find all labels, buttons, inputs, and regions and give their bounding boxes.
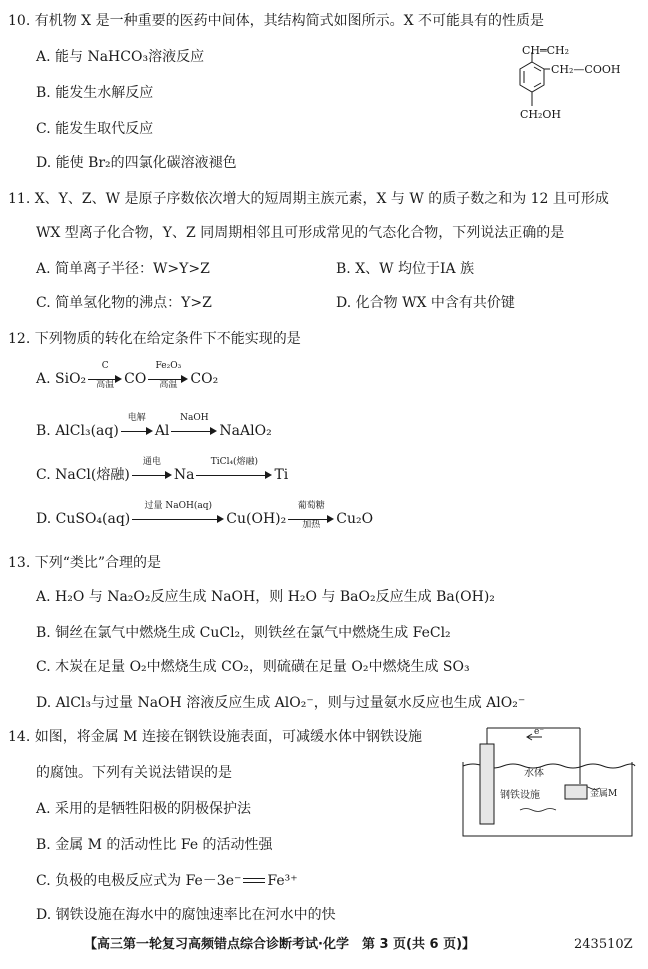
electron-label: e⁻ — [534, 727, 545, 737]
q13-option-a: A. H₂O 与 Na₂O₂反应生成 NaOH，则 H₂O 与 BaO₂反应生成 Ba(OH)₂ — [36, 589, 495, 605]
q10-structure-diagram — [490, 40, 640, 140]
water-label: 水体 — [524, 768, 544, 779]
steel-facility-label: 钢铁设施 — [500, 790, 540, 801]
equals-sign-icon — [243, 877, 265, 885]
q11-option-d: D. 化合物 WX 中含有共价键 — [336, 295, 515, 311]
q11-option-a: A. 简单离子半径：W>Y>Z — [36, 261, 210, 277]
q12-b-arrow1-above: 电解 — [127, 413, 146, 423]
q13-option-b: B. 铜丝在氯气中燃烧生成 CuCl₂，则铁丝在氯气中燃烧生成 FeCl₂ — [36, 625, 451, 641]
q12-b-mid: Al — [154, 423, 170, 439]
q12-b-arrow2 — [171, 413, 217, 438]
q12-d-arrow1 — [132, 501, 224, 526]
q10-stem: 10. 有机物 X 是一种重要的医药中间体，其结构简式如图所示。X 不可能具有的性质是 — [8, 13, 544, 29]
metal-m-label: 金属M — [590, 789, 618, 799]
q12-c-arrow1 — [132, 457, 172, 482]
q12-d-arrow2 — [288, 501, 334, 530]
q11-stem-line1: 11. X、Y、Z、W 是原子序数依次增大的短周期主族元素，X 与 W 的质子数之和为 12 且可形成 — [8, 191, 609, 207]
q14-option-c-prefix: C. 负极的电极反应式为 Fe－3e⁻ — [36, 873, 242, 889]
q12-d-arrow2-below: 加热 — [302, 520, 321, 530]
q10-option-d: D. 能使 Br₂的四氯化碳溶液褪色 — [36, 155, 237, 171]
q12-a-start: A. SiO₂ — [36, 371, 87, 387]
q10-option-a: A. 能与 NaHCO₃溶液反应 — [36, 49, 205, 65]
q12-d-arrow2-above: 葡萄糖 — [297, 501, 325, 511]
q10-option-c: C. 能发生取代反应 — [36, 121, 154, 137]
q11-option-c: C. 简单氢化物的沸点：Y>Z — [36, 295, 212, 311]
vinyl-group: CH═CH₂ — [522, 44, 570, 57]
q12-option-b — [36, 413, 272, 439]
q12-a-arrow1-below: 高温 — [96, 380, 115, 390]
q10-option-b: B. 能发生水解反应 — [36, 85, 154, 101]
q12-a-arrow2-below: 高温 — [159, 380, 178, 390]
q12-d-end: Cu₂O — [336, 511, 374, 527]
q12-d-start: D. CuSO₄(aq) — [36, 511, 131, 527]
q12-b-end: NaAlO₂ — [219, 423, 272, 439]
q12-c-end: Ti — [274, 467, 289, 483]
q14-stem-line2: 的腐蚀。下列有关说法错误的是 — [36, 765, 232, 781]
q13-option-d: D. AlCl₃与过量 NaOH 溶液反应生成 AlO₂⁻，则与过量氨水反应也生成 AlO₂⁻ — [36, 695, 526, 711]
q12-c-arrow2-above: TiCl₄(熔融) — [210, 457, 259, 467]
steel-facility-rod — [480, 744, 494, 824]
q11-stem-line2: WX 型离子化合物，Y、Z 同周期相邻且可形成常见的气态化合物，下列说法正确的是 — [36, 225, 565, 241]
q12-option-a — [36, 361, 219, 390]
q14-option-d: D. 钢铁设施在海水中的腐蚀速率比在河水中的快 — [36, 907, 336, 923]
q12-c-arrow2 — [196, 457, 272, 482]
q12-option-c — [36, 457, 289, 483]
q14-option-c — [36, 874, 298, 888]
acetic-acid-group: CH₂—COOH — [551, 63, 621, 76]
q14-option-c-suffix: Fe³⁺ — [267, 873, 298, 889]
q12-d-arrow1-above: 过量 NaOH(aq) — [144, 501, 213, 511]
q11-option-b: B. X、W 均位于ⅠA 族 — [336, 261, 475, 277]
q12-c-mid: Na — [173, 467, 195, 483]
q12-c-start: C. NaCl(熔融) — [36, 467, 130, 483]
q12-a-arrow2 — [148, 361, 188, 390]
q12-c-arrow1-above: 通电 — [142, 457, 161, 467]
metal-m-block — [565, 785, 587, 799]
q12-option-d — [36, 501, 374, 530]
q12-b-arrow1 — [121, 413, 153, 438]
q14-cathodic-protection-diagram — [460, 724, 640, 844]
q12-stem: 12. 下列物质的转化在给定条件下不能实现的是 — [8, 331, 301, 347]
q13-option-c: C. 木炭在足量 O₂中燃烧生成 CO₂，则硫磺在足量 O₂中燃烧生成 SO₃ — [36, 659, 470, 675]
hydroxymethyl-group: CH₂OH — [520, 108, 562, 121]
q12-a-end: CO₂ — [190, 371, 219, 387]
q12-a-arrow1 — [88, 361, 122, 390]
q14-option-a: A. 采用的是牺牲阳极的阴极保护法 — [36, 801, 252, 817]
q14-stem-line1: 14. 如图，将金属 M 连接在钢铁设施表面，可减缓水体中钢铁设施 — [8, 729, 422, 745]
q14-option-b: B. 金属 M 的活动性比 Fe 的活动性强 — [36, 837, 273, 853]
q12-b-arrow2-above: NaOH — [180, 413, 209, 423]
q13-stem: 13. 下列“类比”合理的是 — [8, 555, 162, 571]
q12-a-arrow2-above: Fe₂O₃ — [155, 361, 182, 371]
q12-d-mid: Cu(OH)₂ — [226, 511, 287, 527]
q12-a-mid: CO — [124, 371, 147, 387]
q12-a-arrow1-above: C — [101, 361, 109, 371]
footer-title: 【高三第一轮复习高频错点综合诊断考试·化学 第 3 页(共 6 页)】 — [84, 937, 476, 952]
q12-b-start: B. AlCl₃(aq) — [36, 423, 119, 439]
footer-code: 243510Z — [574, 937, 633, 952]
